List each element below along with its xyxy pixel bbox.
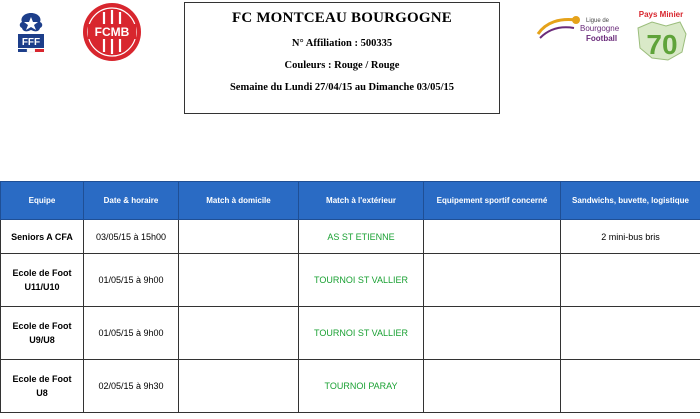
header-equipment: Equipement sportif concerné [424,182,561,220]
team-cell [1,360,84,413]
team-name: Seniors A CFA [11,231,73,242]
pays-minier-logo [632,8,690,64]
week-range: Semaine du Lundi 27/04/15 au Dimanche 03/05/15 [229,82,455,93]
away-match-cell: TOURNOI ST VALLIER [299,307,424,360]
home-match-cell [179,360,299,413]
team-name: Ecole de Foot [12,374,72,384]
header-team: Equipe [1,182,84,220]
club-name: FC MONTCEAU BOURGOGNE [231,10,453,26]
table-row [1,307,700,360]
schedule-table [0,181,700,413]
team-category: U11/U10 [24,282,60,292]
team-category: U8 [36,388,48,398]
team-category: U9/U8 [29,335,55,345]
club-colors: Couleurs : Rouge / Rouge [284,60,400,71]
logistics-cell: 2 mini-bus bris [561,220,700,254]
away-match-cell: TOURNOI ST VALLIER [299,254,424,307]
affiliation-number: N° Affiliation : 500335 [291,38,393,49]
fcmb-logo [82,2,142,62]
away-match-cell: AS ST ETIENNE [299,220,424,254]
date-cell: 03/05/15 à 15h00 [84,220,179,254]
logistics-cell [561,360,700,413]
pays-minier-number: 70 [646,29,678,60]
logistics-cell [561,254,700,307]
home-match-cell [179,254,299,307]
table-row [1,360,700,413]
equipment-cell [424,220,561,254]
equipment-cell [424,307,561,360]
equipment-cell [424,360,561,413]
ligue-bourgogne-football-logo [536,12,622,46]
header-logistics: Sandwichs, buvette, logistique [561,182,700,220]
header-home-match: Match à domicile [179,182,299,220]
team-cell [1,220,84,254]
header-date: Date & horaire [84,182,179,220]
home-match-cell [179,307,299,360]
club-info-box [184,2,500,114]
table-row [1,254,700,307]
ligue-small-text: Ligue de [586,18,610,24]
ligue-main-text: Bourgogne [580,24,620,33]
ligue-sub-text: Football [586,34,618,43]
team-name: Ecole de Foot [12,321,72,331]
table-row [1,220,700,254]
team-cell [1,254,84,307]
fff-logo-text: FFF [21,37,41,48]
header-away-match: Match à l'extérieur [299,182,424,220]
away-match-cell: TOURNOI PARAY [299,360,424,413]
equipment-cell [424,254,561,307]
date-cell: 01/05/15 à 9h00 [84,254,179,307]
team-name: Ecole de Foot [12,268,72,278]
logistics-cell [561,307,700,360]
home-match-cell [179,220,299,254]
fff-logo [10,10,52,54]
team-cell [1,307,84,360]
date-cell: 01/05/15 à 9h00 [84,307,179,360]
table-header-row [1,182,700,220]
pays-minier-text: Pays Minier [638,10,684,19]
date-cell: 02/05/15 à 9h30 [84,360,179,413]
fcmb-logo-text: FCMB [94,25,130,39]
